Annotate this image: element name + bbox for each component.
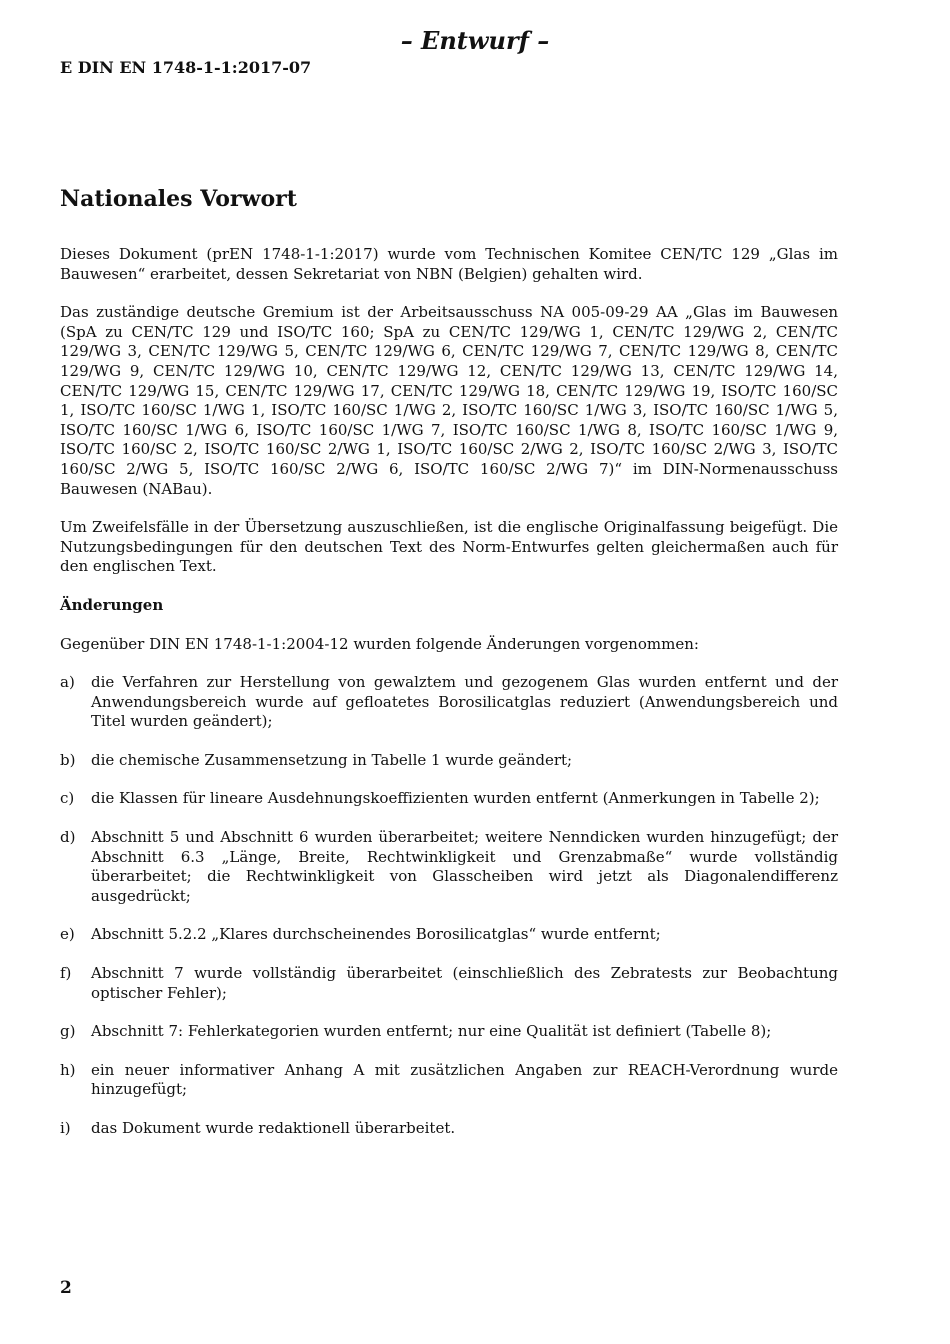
change-text: Abschnitt 5.2.2 „Klares durchscheinendes Borosilicatglas“ wurde entfernt; xyxy=(91,925,661,944)
change-item xyxy=(60,789,838,809)
change-item xyxy=(60,925,838,945)
change-marker: h) xyxy=(60,1060,76,1079)
change-text: Abschnitt 7 wurde vollständig überarbeitet (einschließlich des Zebratests zur Beobachtung optischer Fehler); xyxy=(91,964,838,1002)
page-number: 2 xyxy=(60,1278,72,1298)
change-item xyxy=(60,828,838,906)
change-text: Abschnitt 5 und Abschnitt 6 wurden überarbeitet; weitere Nenndicken wurden hinzugefügt; der Abschnitt 6.3 „Länge, Breite, Rechtwinkligkeit und Grenzabmaße“ wurde vollständig überarbeitet; die Rechtwinkligkeit von Glasscheiben wird jetzt als Diagonalendifferenz ausgedrückt; xyxy=(91,828,838,905)
change-text: Abschnitt 7: Fehlerkategorien wurden entfernt; nur eine Qualität ist definiert (Tabelle 8); xyxy=(91,1022,772,1041)
change-item xyxy=(60,1119,838,1139)
change-text: die Verfahren zur Herstellung von gewalztem und gezogenem Glas wurden entfernt und der Anwendungsbereich wurde auf gefloatetes Borosilicatglas reduziert (Anwendungsbereich und Titel wurden geändert); xyxy=(91,673,838,731)
change-marker: b) xyxy=(60,750,76,769)
document-id: E DIN EN 1748-1-1:2017-07 xyxy=(60,58,312,77)
change-item xyxy=(60,1061,838,1100)
paragraph-intro: Dieses Dokument (prEN 1748-1-1:2017) wurde vom Technischen Komitee CEN/TC 129 „Glas im Bauwesen“ erarbeitet, dessen Sekretariat von NBN (Belgien) gehalten wird. xyxy=(60,245,838,283)
change-marker: e) xyxy=(60,925,75,944)
change-marker: f) xyxy=(60,964,72,983)
changes-list xyxy=(60,673,838,1139)
change-marker: d) xyxy=(60,828,76,847)
changes-intro: Gegenüber DIN EN 1748-1-1:2004-12 wurden folgende Änderungen vorgenommen: xyxy=(60,634,699,653)
change-item xyxy=(60,751,838,771)
change-marker: c) xyxy=(60,789,75,808)
change-text: die chemische Zusammensetzung in Tabelle 1 wurde geändert; xyxy=(91,750,573,769)
change-item xyxy=(60,673,838,732)
section-title: Nationales Vorwort xyxy=(60,186,297,212)
change-marker: g) xyxy=(60,1022,76,1041)
change-text: das Dokument wurde redaktionell überarbeitet. xyxy=(91,1119,456,1137)
changes-heading: Änderungen xyxy=(60,595,164,614)
change-marker: i) xyxy=(60,1119,71,1137)
page-content xyxy=(60,186,838,1158)
change-item xyxy=(60,964,838,1003)
draft-watermark: – Entwurf – xyxy=(400,26,550,55)
paragraph-translation: Um Zweifelsfälle in der Übersetzung auszuschließen, ist die englische Originalfassung beigefügt. Die Nutzungsbedingungen für den deutschen Text des Norm-Entwurfes gelten gleichermaßen auch für den englischen Text. xyxy=(60,518,838,576)
change-marker: a) xyxy=(60,673,75,692)
change-item xyxy=(60,1022,838,1042)
change-text: ein neuer informativer Anhang A mit zusätzlichen Angaben zur REACH-Verordnung wurde hinzugefügt; xyxy=(91,1060,838,1099)
paragraph-committee: Das zuständige deutsche Gremium ist der Arbeitsausschuss NA 005-09-29 AA „Glas im Bauwesen (SpA zu CEN/TC 129 und ISO/TC 160; SpA zu CEN/TC 129/WG 1, CEN/TC 129/WG 2, CEN/TC 129/WG 3, CEN/TC 129/WG 5, CEN/TC 129/WG 6, CEN/TC 129/WG 7, CEN/TC 129/WG 8, CEN/TC 129/WG 9, CEN/TC 129/WG 10, CEN/TC 129/WG 12, CEN/TC 129/WG 13, CEN/TC 129/WG 14, CEN/TC 129/WG 15, CEN/TC 129/WG 17, CEN/TC 129/WG 18, CEN/TC 129/WG 19, ISO/TC 160/SC 1, ISO/TC 160/SC 1/WG 1, ISO/TC 160/SC 1/WG 2, ISO/TC 160/SC 1/WG 3, ISO/TC 160/SC 1/WG 5, ISO/TC 160/SC 1/WG 6, ISO/TC 160/SC 1/WG 7, ISO/TC 160/SC 1/WG 8, ISO/TC 160/SC 1/WG 9, ISO/TC 160/SC 2, ISO/TC 160/SC 2/WG 1, ISO/TC 160/SC 2/WG 2, ISO/TC 160/SC 2/WG 3, ISO/TC 160/SC 2/WG 5, ISO/TC 160/SC 2/WG 6, ISO/TC 160/SC 2/WG 7)“ im DIN-Normenausschuss Bauwesen (NABau). xyxy=(60,303,838,498)
change-text: die Klassen für lineare Ausdehnungskoeffizienten wurden entfernt (Anmerkungen in Tabelle 2); xyxy=(91,789,820,808)
